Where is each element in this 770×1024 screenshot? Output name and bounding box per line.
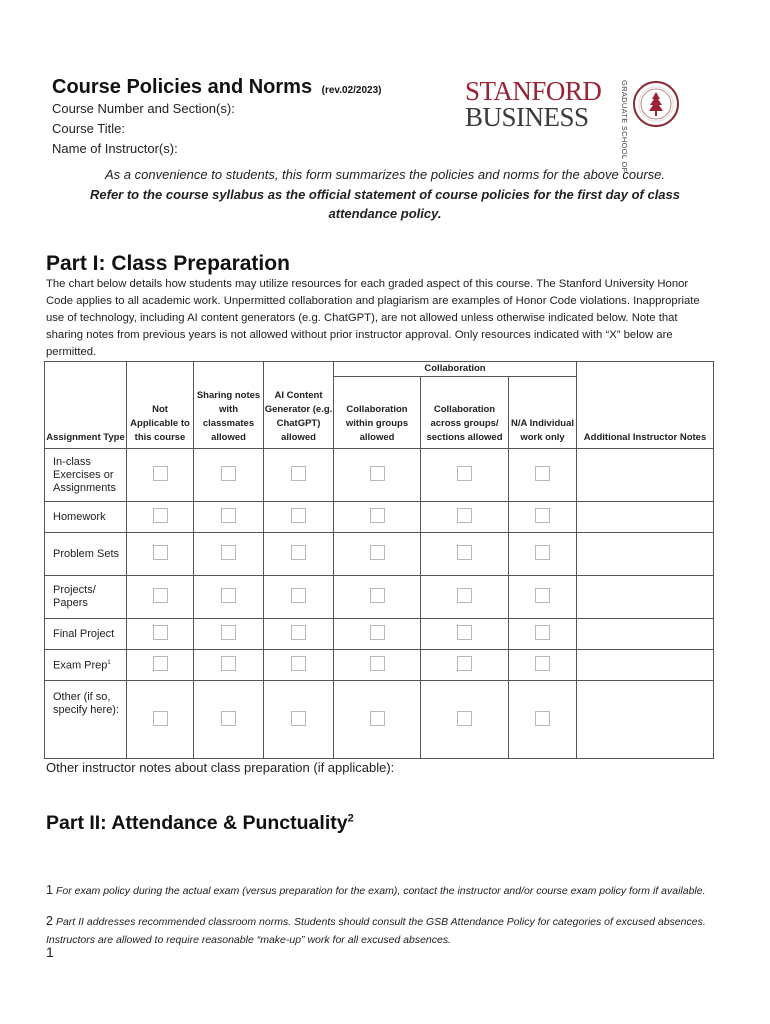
checkbox-collab-across[interactable]: [457, 545, 472, 560]
resources-table: [44, 361, 714, 759]
header-assignment-type: Assignment Type: [45, 362, 127, 449]
table-row: [45, 449, 714, 502]
notes-cell[interactable]: [577, 449, 714, 502]
header-ai-generator: AI Content Generator (e.g. ChatGPT) allowed: [264, 362, 334, 449]
checkbox-sharing-notes[interactable]: [221, 711, 236, 726]
title-text: Course Policies and Norms: [52, 76, 313, 98]
checkbox-not-applicable[interactable]: [153, 711, 168, 726]
checkbox-not-applicable[interactable]: [153, 508, 168, 523]
notes-cell[interactable]: [577, 619, 714, 650]
revision-label: (rev.02/2023): [321, 85, 382, 96]
checkbox-not-applicable[interactable]: [153, 588, 168, 603]
stanford-gsb-logo: [465, 76, 690, 173]
header-collab-within: Collaboration within groups allowed: [334, 377, 421, 449]
part2-heading: [46, 812, 354, 835]
notes-cell[interactable]: [577, 681, 714, 759]
page-number: 1: [46, 944, 54, 960]
footnote-number: 2: [46, 914, 53, 928]
checkbox-not-applicable[interactable]: [153, 466, 168, 481]
checkbox-ai-generator[interactable]: [291, 711, 306, 726]
header-additional-notes: Additional Instructor Notes: [577, 362, 714, 449]
notes-cell[interactable]: [577, 650, 714, 681]
checkbox-individual[interactable]: [535, 588, 550, 603]
header-individual: N/A Individual work only: [509, 377, 577, 449]
checkbox-sharing-notes[interactable]: [221, 545, 236, 560]
table-row: [45, 502, 714, 533]
intro-text: As a convenience to students, this form summarizes the policies and norms for the above course.: [105, 167, 665, 182]
table-row: [45, 533, 714, 576]
checkbox-collab-across[interactable]: [457, 588, 472, 603]
logo-vertical-text: [615, 80, 631, 173]
logo-graduate-school-text: GRADUATE SCHOOL OF: [620, 80, 629, 173]
logo-stanford-text: STANFORD: [465, 76, 602, 106]
instructor-name-field: Name of Instructor(s):: [52, 141, 178, 156]
checkbox-sharing-notes[interactable]: [221, 466, 236, 481]
checkbox-collab-across[interactable]: [457, 711, 472, 726]
row-label-text: Exam Prep: [53, 659, 108, 672]
intro-bold-text: Refer to the course syllabus as the official statement of course policies for the first day of class attendance policy.: [90, 187, 680, 221]
checkbox-individual[interactable]: [535, 711, 550, 726]
table-row: [45, 576, 714, 619]
header-not-applicable: Not Applicable to this course: [127, 362, 194, 449]
footnote-ref: 1: [107, 660, 111, 667]
row-label: Problem Sets: [45, 533, 127, 576]
checkbox-collab-across[interactable]: [457, 508, 472, 523]
checkbox-ai-generator[interactable]: [291, 656, 306, 671]
footnote-1: [46, 883, 716, 898]
part2-heading-text: Part II: Attendance & Punctuality: [46, 812, 348, 834]
notes-cell[interactable]: [577, 533, 714, 576]
notes-cell[interactable]: [577, 502, 714, 533]
checkbox-ai-generator[interactable]: [291, 588, 306, 603]
checkbox-collab-across[interactable]: [457, 656, 472, 671]
checkbox-collab-within[interactable]: [370, 656, 385, 671]
checkbox-not-applicable[interactable]: [153, 656, 168, 671]
page-title: [52, 76, 382, 99]
header-sharing-notes: Sharing notes with classmates allowed: [194, 362, 264, 449]
checkbox-collab-across[interactable]: [457, 466, 472, 481]
checkbox-not-applicable[interactable]: [153, 545, 168, 560]
checkbox-collab-within[interactable]: [370, 625, 385, 640]
footnote-ref: 2: [347, 812, 354, 825]
row-label: Other (if so, specify here):: [45, 681, 127, 759]
other-notes-label: Other instructor notes about class preparation (if applicable):: [46, 760, 395, 775]
checkbox-not-applicable[interactable]: [153, 625, 168, 640]
checkbox-individual[interactable]: [535, 508, 550, 523]
footnote-text: For exam policy during the actual exam (versus preparation for the exam), contact the instructor and/or course exam policy form if available.: [55, 885, 706, 897]
footnote-2: [46, 912, 716, 949]
footnote-number: 1: [46, 883, 53, 897]
notes-cell[interactable]: [577, 576, 714, 619]
course-number-field: Course Number and Section(s):: [52, 101, 235, 116]
checkbox-sharing-notes[interactable]: [221, 656, 236, 671]
course-title-field: Course Title:: [52, 121, 125, 136]
part1-heading: Part I: Class Preparation: [46, 252, 290, 275]
table-row: [45, 681, 714, 759]
part1-description: The chart below details how students may utilize resources for each graded aspect of this course. The Stanford University Honor Code applies to all academic work. Unpermitted collaboration and plagiarism are examples of Honor Code violations. Inappropriate use of technology, including AI content generators (e.g. ChatGPT), are not allowed unless otherwise indicated below. Note that sharing notes from previous years is not allowed without prior instructor approval. Only resources indicated with “X” below are permitted.: [46, 278, 700, 358]
footnote-text: Part II addresses recommended classroom norms. Students should consult the GSB Attendance Policy for categories of excused absences. Instructors are allowed to require reasonable “make-up” work for all excused absences.: [46, 916, 706, 946]
checkbox-sharing-notes[interactable]: [221, 625, 236, 640]
stanford-seal-icon: [633, 81, 679, 127]
row-label: Final Project: [45, 619, 127, 650]
checkbox-sharing-notes[interactable]: [221, 508, 236, 523]
checkbox-sharing-notes[interactable]: [221, 588, 236, 603]
checkbox-collab-within[interactable]: [370, 588, 385, 603]
table-row: [45, 650, 714, 681]
row-label: [45, 650, 127, 681]
checkbox-individual[interactable]: [535, 656, 550, 671]
row-label: Homework: [45, 502, 127, 533]
checkbox-collab-within[interactable]: [370, 508, 385, 523]
row-label: In-class Exercises or Assignments: [45, 449, 127, 502]
row-label: Projects/ Papers: [45, 576, 127, 619]
header-collab-across: Collaboration across groups/ sections allowed: [421, 377, 509, 449]
checkbox-individual[interactable]: [535, 545, 550, 560]
checkbox-collab-across[interactable]: [457, 625, 472, 640]
checkbox-individual[interactable]: [535, 625, 550, 640]
checkbox-ai-generator[interactable]: [291, 466, 306, 481]
checkbox-collab-within[interactable]: [370, 545, 385, 560]
checkbox-individual[interactable]: [535, 466, 550, 481]
checkbox-ai-generator[interactable]: [291, 545, 306, 560]
logo-business-text: BUSINESS: [465, 102, 589, 132]
checkbox-ai-generator[interactable]: [291, 508, 306, 523]
checkbox-collab-within[interactable]: [370, 711, 385, 726]
header-collaboration-group: Collaboration: [334, 362, 577, 377]
checkbox-ai-generator[interactable]: [291, 625, 306, 640]
table-row: [45, 619, 714, 650]
checkbox-collab-within[interactable]: [370, 466, 385, 481]
